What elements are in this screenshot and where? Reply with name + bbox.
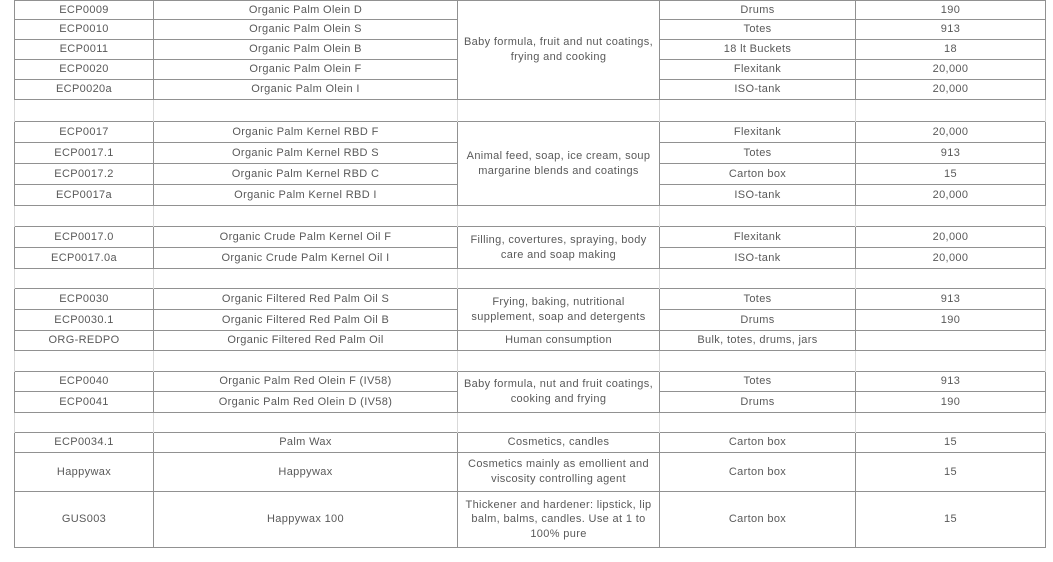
packaging-cell: Totes [660,143,856,164]
quantity-cell: 20,000 [856,122,1046,143]
product-name-cell: Organic Crude Palm Kernel Oil F [154,227,458,248]
product-name-cell: Organic Palm Olein B [154,40,458,60]
product-name-cell: Organic Palm Red Olein D (IV58) [154,392,458,413]
spacer-row [15,269,1046,289]
quantity-cell: 15 [856,164,1046,185]
table-row [15,227,1046,248]
product-name-cell: Happywax 100 [154,492,458,548]
packaging-cell: Bulk, totes, drums, jars [660,331,856,351]
quantity-cell: 913 [856,289,1046,310]
table-row [15,433,1046,453]
product-name-cell: Organic Palm Kernel RBD I [154,185,458,206]
product-name-cell: Organic Palm Kernel RBD F [154,122,458,143]
quantity-cell: 18 [856,40,1046,60]
product-code-cell: ECP0010 [15,20,154,40]
use-cell: Baby formula, fruit and nut coatings, frying and cooking [458,1,660,100]
quantity-cell: 913 [856,372,1046,392]
product-name-cell: Organic Crude Palm Kernel Oil I [154,248,458,269]
packaging-cell: Drums [660,392,856,413]
product-name-cell: Organic Filtered Red Palm Oil S [154,289,458,310]
product-name-cell: Organic Palm Olein D [154,1,458,20]
packaging-cell: Totes [660,289,856,310]
product-code-cell: ECP0017a [15,185,154,206]
use-cell: Frying, baking, nutritional supplement, soap and detergents [458,289,660,331]
use-cell: Animal feed, soap, ice cream, soup margarine blends and coatings [458,122,660,206]
quantity-cell: 20,000 [856,80,1046,100]
product-code-cell: ECP0041 [15,392,154,413]
spacer-row [15,351,1046,372]
packaging-cell: Carton box [660,492,856,548]
product-code-cell: ECP0030 [15,289,154,310]
packaging-cell: Drums [660,310,856,331]
use-cell: Cosmetics, candles [458,433,660,453]
table-row [15,122,1046,143]
product-code-cell: GUS003 [15,492,154,548]
product-code-cell: ECP0017.0 [15,227,154,248]
table-row [15,331,1046,351]
product-code-cell: ECP0030.1 [15,310,154,331]
packaging-cell: Flexitank [660,60,856,80]
product-name-cell: Organic Palm Olein F [154,60,458,80]
quantity-cell: 20,000 [856,185,1046,206]
use-cell: Human consumption [458,331,660,351]
packaging-cell: Carton box [660,164,856,185]
packaging-cell: ISO-tank [660,80,856,100]
packaging-cell: Flexitank [660,227,856,248]
product-name-cell: Palm Wax [154,433,458,453]
product-name-cell: Organic Palm Kernel RBD S [154,143,458,164]
product-code-cell: Happywax [15,453,154,492]
product-name-cell: Organic Palm Kernel RBD C [154,164,458,185]
quantity-cell: 913 [856,20,1046,40]
product-code-cell: ECP0011 [15,40,154,60]
product-name-cell: Organic Palm Olein S [154,20,458,40]
table-row [15,1,1046,20]
packaging-cell: Carton box [660,453,856,492]
use-cell: Cosmetics mainly as emollient and viscosity controlling agent [458,453,660,492]
product-code-cell: ECP0017 [15,122,154,143]
quantity-cell: 20,000 [856,60,1046,80]
spacer-row [15,413,1046,433]
product-name-cell: Organic Filtered Red Palm Oil B [154,310,458,331]
quantity-cell: 913 [856,143,1046,164]
quantity-cell [856,331,1046,351]
product-name-cell: Organic Palm Red Olein F (IV58) [154,372,458,392]
product-code-cell: ECP0017.1 [15,143,154,164]
packaging-cell: ISO-tank [660,185,856,206]
quantity-cell: 15 [856,492,1046,548]
product-code-cell: ECP0009 [15,1,154,20]
use-cell: Filling, covertures, spraying, body care and soap making [458,227,660,269]
product-code-cell: ORG-REDPO [15,331,154,351]
packaging-cell: Drums [660,1,856,20]
quantity-cell: 190 [856,392,1046,413]
quantity-cell: 20,000 [856,227,1046,248]
product-name-cell: Organic Filtered Red Palm Oil [154,331,458,351]
table-row [15,492,1046,548]
product-code-cell: ECP0017.0a [15,248,154,269]
packaging-cell: 18 lt Buckets [660,40,856,60]
spacer-row [15,206,1046,227]
packaging-cell: ISO-tank [660,248,856,269]
table-row [15,289,1046,310]
quantity-cell: 190 [856,310,1046,331]
product-table [14,0,1046,548]
quantity-cell: 15 [856,453,1046,492]
use-cell: Baby formula, nut and fruit coatings, cooking and frying [458,372,660,413]
product-code-cell: ECP0034.1 [15,433,154,453]
product-code-cell: ECP0040 [15,372,154,392]
packaging-cell: Carton box [660,433,856,453]
packaging-cell: Flexitank [660,122,856,143]
packaging-cell: Totes [660,372,856,392]
product-code-cell: ECP0020a [15,80,154,100]
quantity-cell: 190 [856,1,1046,20]
packaging-cell: Totes [660,20,856,40]
product-name-cell: Organic Palm Olein I [154,80,458,100]
table-row [15,372,1046,392]
product-code-cell: ECP0017.2 [15,164,154,185]
product-code-cell: ECP0020 [15,60,154,80]
table-row [15,453,1046,492]
use-cell: Thickener and hardener: lipstick, lip balm, balms, candles. Use at 1 to 100% pure [458,492,660,548]
quantity-cell: 15 [856,433,1046,453]
spacer-row [15,100,1046,122]
product-name-cell: Happywax [154,453,458,492]
quantity-cell: 20,000 [856,248,1046,269]
